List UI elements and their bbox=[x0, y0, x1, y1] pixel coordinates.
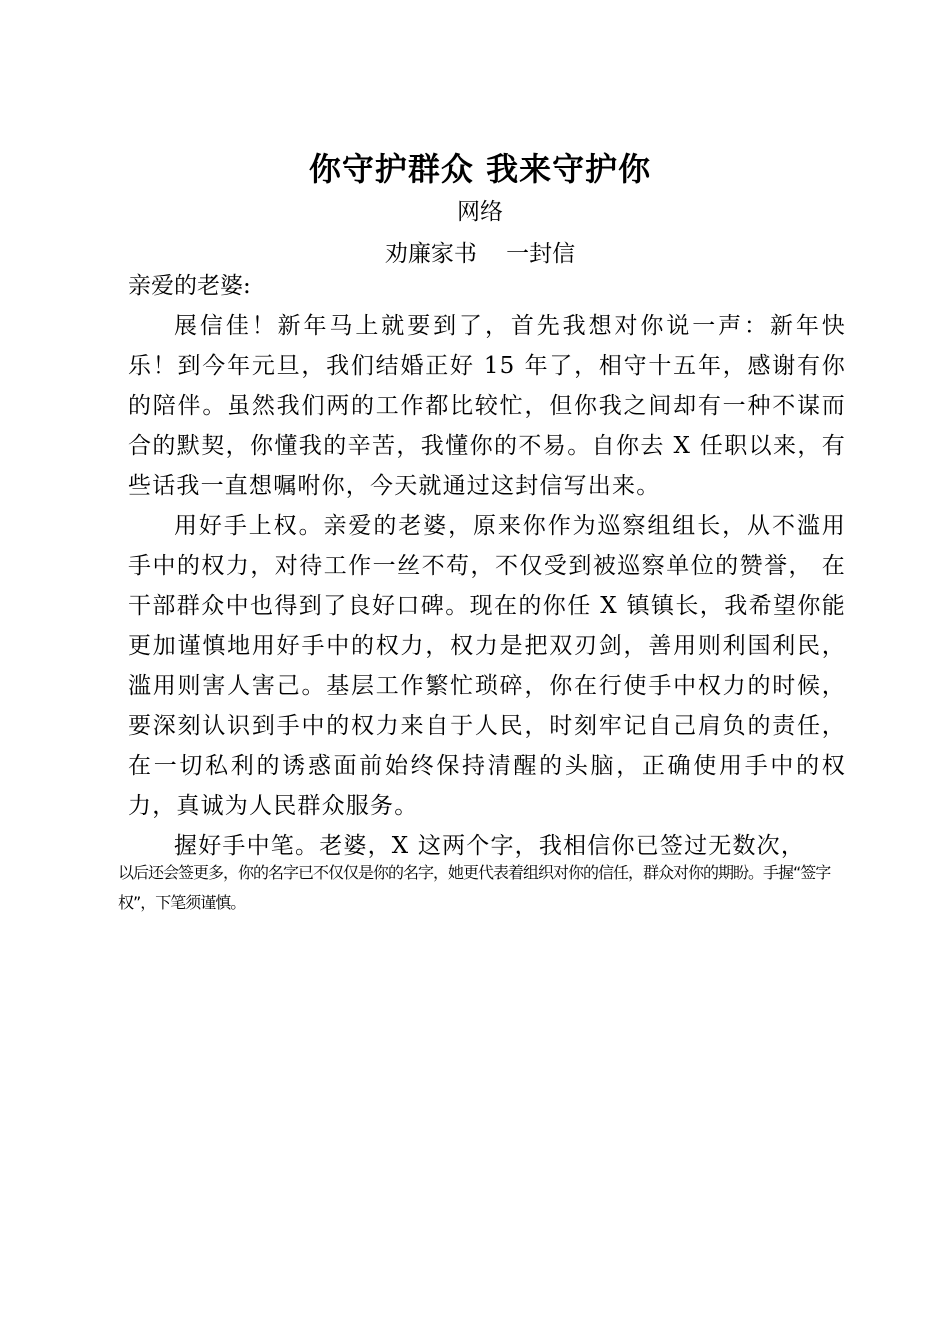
letter-salutation: 亲爱的老婆: bbox=[128, 273, 251, 299]
paragraph-power: 用好手上权。亲爱的老婆，原来你作为巡察组组长，从不滥用手中的权力，对待工作一丝不苟，不仅受到被巡察单位的赞誉， 在干部群众中也得到了良好口碑。现在的你任 X 镇镇长，我希望你能更加谨慎地用好手中的权力，权力是把双刃剑，善用则利国利民，滥用则害人害己。基层工作繁忙琐碎，你在行使手中权力的时候，要深刻认识到手中的权力来自于人民，时刻牢记自己肩负的责任，在一切私利的诱惑面前始终保持清醒的头脑，正确使用手中的权力，真诚为人民群众服务。 bbox=[128, 513, 846, 819]
document-title: 你守护群众 我来守护你 bbox=[308, 150, 652, 188]
document-subtitle: 劝廉家书 一封信 bbox=[384, 241, 576, 267]
paragraph-pen: 握好手中笔。老婆，X 这两个字，我相信你已签过无数次， bbox=[174, 833, 806, 859]
paragraph-greeting: 展信佳！新年马上就要到了，首先我想对你说一声：新年快乐！到今年元旦，我们结婚正好 15 年了，相守十五年，感谢有你的陪伴。虽然我们两的工作都比较忙，但你我之间却有一种不谋而合的默契，你懂我的辛苦，我懂你的不易。自你去 X 任职以来，有些话我一直想嘱咐你，今天就通过这封信写出来。 bbox=[128, 313, 846, 499]
paragraph-pen-continuation: 以后还会签更多，你的名字已不仅仅是你的名字，她更代表着组织对你的信任，群众对你的期盼。手握“签字权”，下笔须谨慎。 bbox=[118, 863, 831, 912]
letter-body bbox=[128, 306, 846, 866]
document-source: 网络 bbox=[457, 199, 503, 225]
